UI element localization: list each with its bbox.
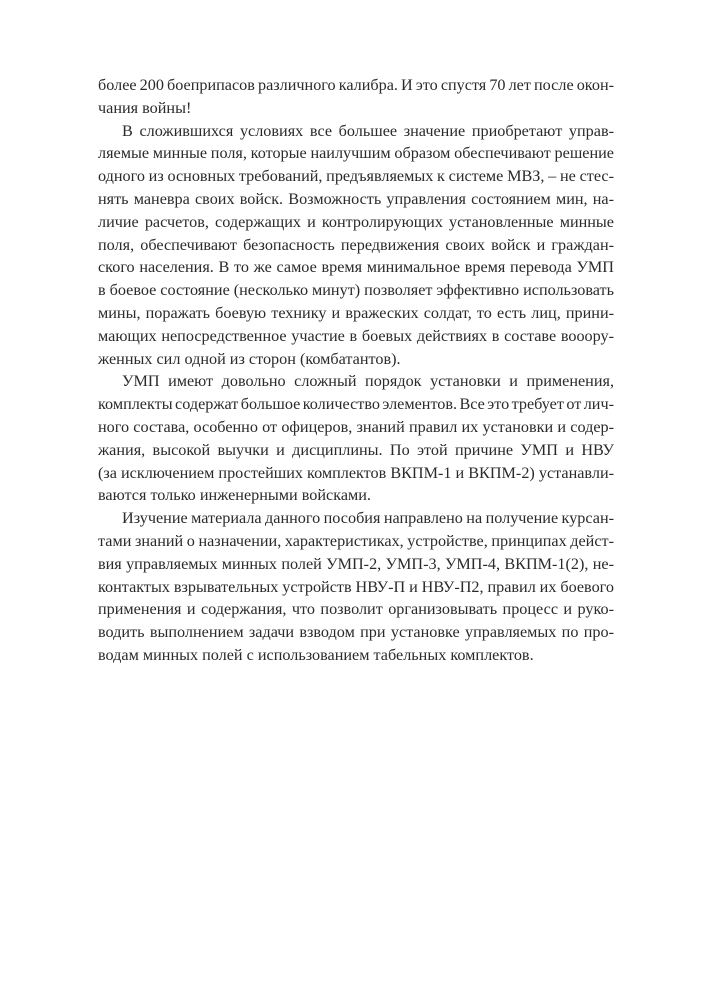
text-line: Изучение материала данного пособия направлено на получение курсан- (122, 509, 614, 528)
text-line: УМП имеют довольно сложный порядок установки и применения, (122, 372, 614, 391)
text-line: ляемые минные поля, которые наилучшим образом обеспечивают решение (98, 144, 614, 163)
text-line: женных сил одной из сторон (комбатантов). (98, 349, 401, 368)
text-line: одного из основных требований, предъявляемых к системе МВЗ, – не стес- (98, 167, 614, 186)
paragraph (98, 370, 614, 507)
text-line: нять маневра своих войск. Возможность управления состоянием мин, на- (98, 189, 614, 208)
text-line: более 200 боеприпасов различного калибра. И это спустя 70 лет после окон- (98, 76, 614, 94)
paragraph (98, 74, 614, 120)
text-line: вия управляемых минных полей УМП-2, УМП-3, УМП-4, ВКПМ-1(2), не- (98, 554, 614, 573)
paragraph (98, 507, 614, 667)
document-page (98, 74, 614, 667)
text-line: (за исключением простейших комплектов ВКПМ-1 и ВКПМ-2) устанавли- (98, 463, 614, 482)
text-line: ваются только инженерными войсками. (98, 486, 371, 505)
text-line: мающих непосредственное участие в боевых действиях в составе вооору- (98, 326, 614, 345)
text-line: контактых взрывательных устройств НВУ-П и НВУ-П2, правил их боевого (98, 577, 614, 596)
text-line: тами знаний о назначении, характеристиках, устройстве, принципах дейст- (98, 531, 614, 550)
text-line: чания войны! (98, 98, 192, 117)
text-line: личие расчетов, содержащих и контролирующих установленные минные (98, 212, 614, 231)
text-line: комплекты содержат большое количество элементов. Все это требует от лич- (98, 395, 614, 414)
text-line: жания, высокой выучки и дисциплины. По этой причине УМП и НВУ (98, 440, 614, 459)
text-line: поля, обеспечивают безопасность передвижения своих войск и граждан- (98, 235, 614, 254)
text-line: применения и содержания, что позволит организовывать процесс и руко- (98, 600, 614, 619)
paragraph (98, 120, 614, 371)
text-line: водам минных полей с использованием табельных комплектов. (98, 645, 534, 664)
text-line: ского населения. В то же самое время минимальное время перевода УМП (98, 258, 614, 277)
text-line: ного состава, особенно от офицеров, знаний правил их установки и содер- (98, 417, 614, 436)
text-line: в боевое состояние (несколько минут) позволяет эффективно использовать (98, 281, 614, 300)
text-line: водить выполнением задачи взводом при установке управляемых по про- (98, 623, 614, 642)
text-line: В сложившихся условиях все большее значение приобретают управ- (122, 121, 614, 140)
text-line: мины, поражать боевую технику и вражеских солдат, то есть лиц, прини- (98, 303, 614, 322)
